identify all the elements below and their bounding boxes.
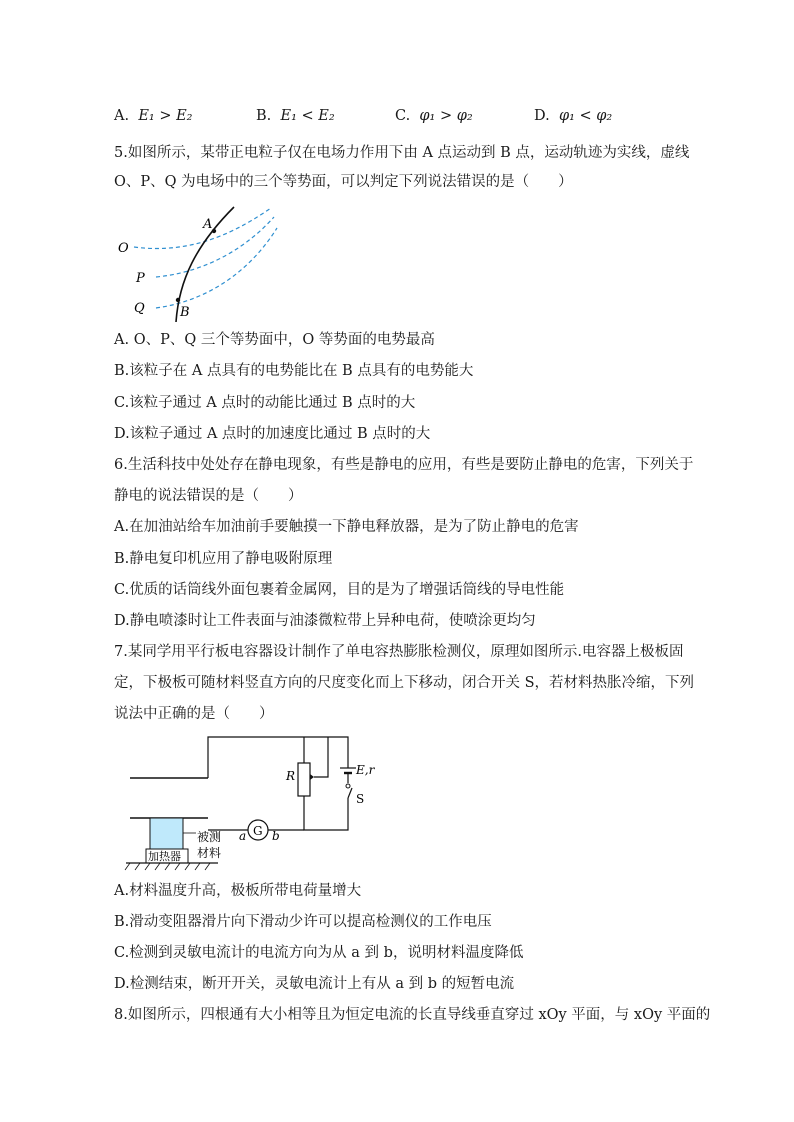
q7-figure-circuit xyxy=(122,733,375,873)
q6-option-c: C.优质的话筒线外面包裹着金属网，目的是为了增强话筒线的导电性能 xyxy=(114,582,565,598)
option-a-top: A. E₁ > E₂ xyxy=(114,108,193,124)
switch-contact xyxy=(346,784,350,788)
wiper-arrow xyxy=(310,774,314,780)
label-o: O xyxy=(118,241,129,256)
point-b xyxy=(176,298,180,302)
option-c-top: C. φ₁ > φ₂ xyxy=(395,108,473,124)
q6-option-a: A.在加油站给车加油前手要触摸一下静电释放器，是为了防止静电的危害 xyxy=(114,519,579,535)
label-heater: 加热器 xyxy=(148,850,181,863)
ground-hatching xyxy=(125,863,210,870)
tested-material-block xyxy=(150,818,183,849)
label-material-1: 被测 xyxy=(197,830,222,844)
equipotential-p xyxy=(156,217,274,277)
formula-d: φ₁ < φ₂ xyxy=(558,108,613,124)
q8-stem-line1: 8.如图所示，四根通有大小相等且为恒定电流的长直导线垂直穿过 xOy 平面，与 xOy 平面的 xyxy=(114,1007,711,1023)
q5-figure-equipotential xyxy=(114,200,284,325)
q7-stem-line1: 7.某同学用平行板电容器设计制作了单电容热膨胀检测仪，原理如图所示.电容器上极板固 xyxy=(114,644,684,660)
label-q: Q xyxy=(134,301,145,316)
q6-stem-line2: 静电的说法错误的是（ ） xyxy=(114,488,303,504)
option-b-top: B. E₁ < E₂ xyxy=(256,108,335,124)
equipotential-q xyxy=(156,228,277,308)
q7-stem-line3: 说法中正确的是（ ） xyxy=(114,706,274,722)
q6-option-d: D.静电喷漆时让工件表面与油漆微粒带上异种电荷，使喷涂更均匀 xyxy=(114,613,536,629)
q7-option-b: B.滑动变阻器滑片向下滑动少许可以提高检测仪的工作电压 xyxy=(114,914,492,930)
switch-lever xyxy=(348,788,352,798)
wire-wiper xyxy=(314,737,328,777)
q5-stem-line1: 5.如图所示，某带正电粒子仅在电场力作用下由 A 点运动到 B 点，运动轨迹为实线，虚线 xyxy=(114,145,690,161)
q6-stem-line1: 6.生活科技中处处存在静电现象，有些是静电的应用，有些是要防止静电的危害，下列关于 xyxy=(114,457,694,473)
formula-a: E₁ > E₂ xyxy=(138,108,193,124)
label-s: S xyxy=(356,792,365,806)
q7-option-c: C.检测到灵敏电流计的电流方向为从 a 到 b，说明材料温度降低 xyxy=(114,945,524,961)
resistor-r xyxy=(298,763,310,796)
q5-option-c: C.该粒子通过 A 点时的动能比通过 B 点时的大 xyxy=(114,395,416,411)
q5-option-a: A. O、P、Q 三个等势面中，O 等势面的电势最高 xyxy=(114,332,435,348)
option-d-top: D. φ₁ < φ₂ xyxy=(534,108,613,124)
label-p: P xyxy=(136,271,145,286)
q6-option-b: B.静电复印机应用了静电吸附原理 xyxy=(114,551,333,567)
q7-option-a: A.材料温度升高，极板所带电荷量增大 xyxy=(114,883,362,899)
point-a xyxy=(212,229,216,233)
label-g: G xyxy=(253,824,263,838)
label-b: B xyxy=(180,305,190,320)
top-wire xyxy=(208,737,348,778)
bottom-wire xyxy=(304,796,348,830)
label-b-terminal: b xyxy=(272,829,280,843)
label-er: E,r xyxy=(356,763,375,777)
label-a-terminal: a xyxy=(239,829,247,843)
q5-option-b: B.该粒子在 A 点具有的电势能比在 B 点具有的电势能大 xyxy=(114,363,474,379)
label-r: R xyxy=(286,769,296,783)
q7-stem-line2: 定，下极板可随材料竖直方向的尺度变化而上下移动，闭合开关 S，若材料热胀冷缩，下列 xyxy=(114,675,695,691)
label-a: A xyxy=(203,217,213,232)
q5-option-d: D.该粒子通过 A 点时的加速度比通过 B 点时的大 xyxy=(114,426,431,442)
formula-c: φ₁ > φ₂ xyxy=(419,108,473,124)
formula-b: E₁ < E₂ xyxy=(280,108,335,124)
label-material-2: 材料 xyxy=(197,846,222,860)
q7-option-d: D.检测结束，断开开关，灵敏电流计上有从 a 到 b 的短暂电流 xyxy=(114,976,515,992)
q5-stem-line2: O、P、Q 为电场中的三个等势面，可以判定下列说法错误的是（ ） xyxy=(114,174,573,190)
